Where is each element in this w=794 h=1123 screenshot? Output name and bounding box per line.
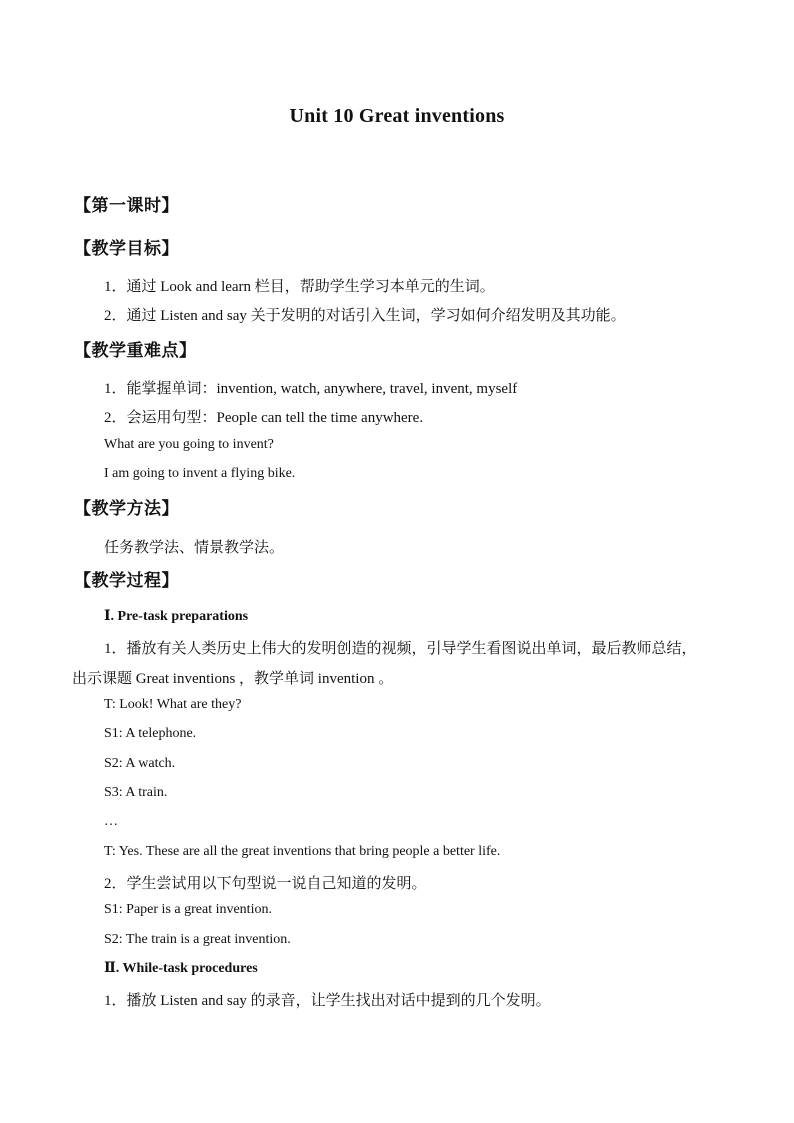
pre-task-step1-line2: 出示课题 Great inventions ，教学单词 invention 。 bbox=[72, 671, 394, 687]
goal-item-1: 1．通过 Look and learn 栏目，帮助学生学习本单元的生词。 bbox=[104, 279, 495, 295]
while-task-title: Ⅱ. While-task procedures bbox=[104, 961, 258, 976]
key-point-item-2: 2．会运用句型：People can tell the time anywhere. bbox=[104, 410, 424, 426]
dialogue-ellipsis: … bbox=[104, 814, 120, 829]
dialogue-line-4: S3: A train. bbox=[104, 785, 168, 800]
lesson-heading: 【第一课时】 bbox=[74, 196, 179, 215]
pre-task-step2: 2．学生尝试用以下句型说一说自己知道的发明。 bbox=[104, 876, 427, 892]
key-point-sentence-1: What are you going to invent? bbox=[104, 437, 274, 452]
while-task-step1: 1．播放 Listen and say 的录音，让学生找出对话中提到的几个发明。 bbox=[104, 993, 551, 1009]
document-title: Unit 10 Great inventions bbox=[289, 105, 505, 127]
pre-task-title: Ⅰ. Pre-task preparations bbox=[104, 609, 249, 624]
key-point-item-1: 1．能掌握单词：invention, watch, anywhere, travel, invent, myself bbox=[104, 381, 518, 397]
dialogue-line-3: S2: A watch. bbox=[104, 756, 176, 771]
pre-task-step1-line1: 1．播放有关人类历史上伟大的发明创造的视频，引导学生看图说出单词，最后教师总结， bbox=[104, 641, 697, 657]
dialogue-line-6: T: Yes. These are all the great inventions that bring people a better life. bbox=[104, 844, 501, 859]
key-point-sentence-2: I am going to invent a flying bike. bbox=[104, 466, 296, 481]
methods-heading: 【教学方法】 bbox=[74, 499, 179, 518]
process-heading: 【教学过程】 bbox=[74, 571, 179, 590]
example-line-2: S2: The train is a great invention. bbox=[104, 932, 291, 947]
dialogue-line-2: S1: A telephone. bbox=[104, 726, 197, 741]
example-line-1: S1: Paper is a great invention. bbox=[104, 902, 272, 917]
key-points-heading: 【教学重难点】 bbox=[74, 341, 197, 360]
dialogue-line-1: T: Look! What are they? bbox=[104, 697, 242, 712]
goals-heading: 【教学目标】 bbox=[74, 239, 179, 258]
goal-item-2: 2．通过 Listen and say 关于发明的对话引入生词，学习如何介绍发明及其功能。 bbox=[104, 308, 626, 324]
methods-text: 任务教学法、情景教学法。 bbox=[104, 540, 285, 556]
